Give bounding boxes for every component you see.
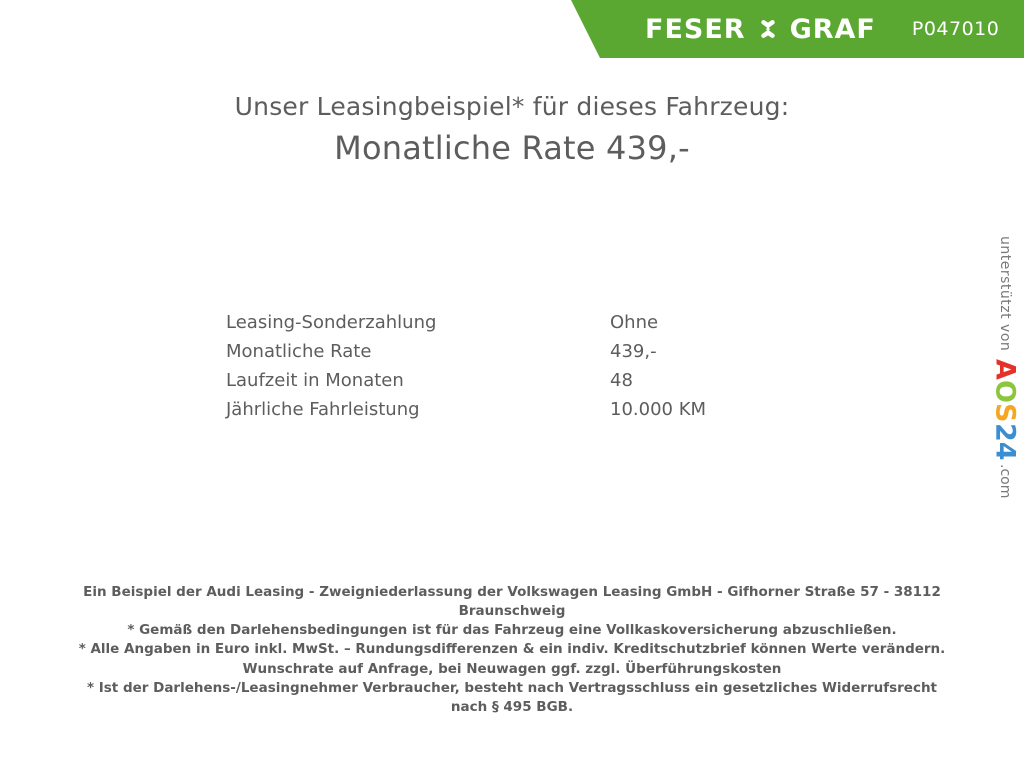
table-row — [226, 312, 706, 341]
table-row — [226, 370, 706, 399]
logo-letter-o: O — [989, 380, 1021, 404]
aos24-logo — [989, 359, 1021, 461]
footer-line-7: nach § 495 BGB. — [450, 698, 574, 715]
row-value: 48 — [610, 370, 633, 391]
row-label: Monatliche Rate — [226, 341, 372, 362]
row-label: Leasing-Sonderzahlung — [226, 312, 437, 333]
supported-by-sidebar — [988, 236, 1022, 499]
footer-line-4: * Alle Angaben in Euro inkl. MwSt. – Rundungsdifferenzen & ein indiv. Kreditschutzbrief können Werte verändern. — [78, 641, 946, 658]
row-label: Laufzeit in Monaten — [226, 370, 404, 391]
logo-letter-a: A — [989, 359, 1021, 381]
stock-number: P047010 — [911, 18, 1000, 40]
logo-letter-s: S — [989, 403, 1021, 423]
page-title: Unser Leasingbeispiel* für dieses Fahrzeug: — [234, 92, 790, 121]
header-banner — [600, 0, 1024, 58]
legal-footer — [0, 583, 1024, 717]
brand-name-second: GRAF — [789, 13, 876, 45]
footer-line-6: * Ist der Darlehens-/Leasingnehmer Verbraucher, besteht nach Vertragsschluss ein gesetzliches Widerrufsrecht — [86, 679, 938, 696]
brand-name-first: FESER — [645, 13, 746, 45]
row-value: Ohne — [610, 312, 659, 333]
brand-logo — [645, 14, 876, 45]
footer-line-3: * Gemäß den Darlehensbedingungen ist für das Fahrzeug eine Vollkaskoversicherung abzuschließen. — [127, 622, 897, 639]
row-label: Jährliche Fahrleistung — [226, 399, 420, 420]
supported-by-label: unterstützt von — [997, 236, 1013, 352]
title-block — [0, 92, 1024, 167]
footer-line-5: Wunschrate auf Anfrage, bei Neuwagen ggf. zzgl. Überführungskosten — [242, 660, 782, 677]
footer-line-1: Ein Beispiel der Audi Leasing - Zweigniederlassung der Volkswagen Leasing GmbH - Gifhorner Straße 57 - 38112 — [83, 584, 941, 600]
clover-icon — [756, 17, 780, 41]
monthly-rate-headline: Monatliche Rate 439,- — [334, 129, 690, 167]
footer-line-2: Braunschweig — [458, 603, 566, 620]
table-row — [226, 341, 706, 370]
row-value: 439,- — [610, 341, 657, 362]
table-row — [226, 399, 706, 428]
logo-number-24: 24 — [989, 422, 1021, 461]
row-value: 10.000 KM — [610, 399, 707, 420]
logo-domain: .com — [997, 464, 1013, 499]
leasing-details-table — [226, 312, 706, 428]
